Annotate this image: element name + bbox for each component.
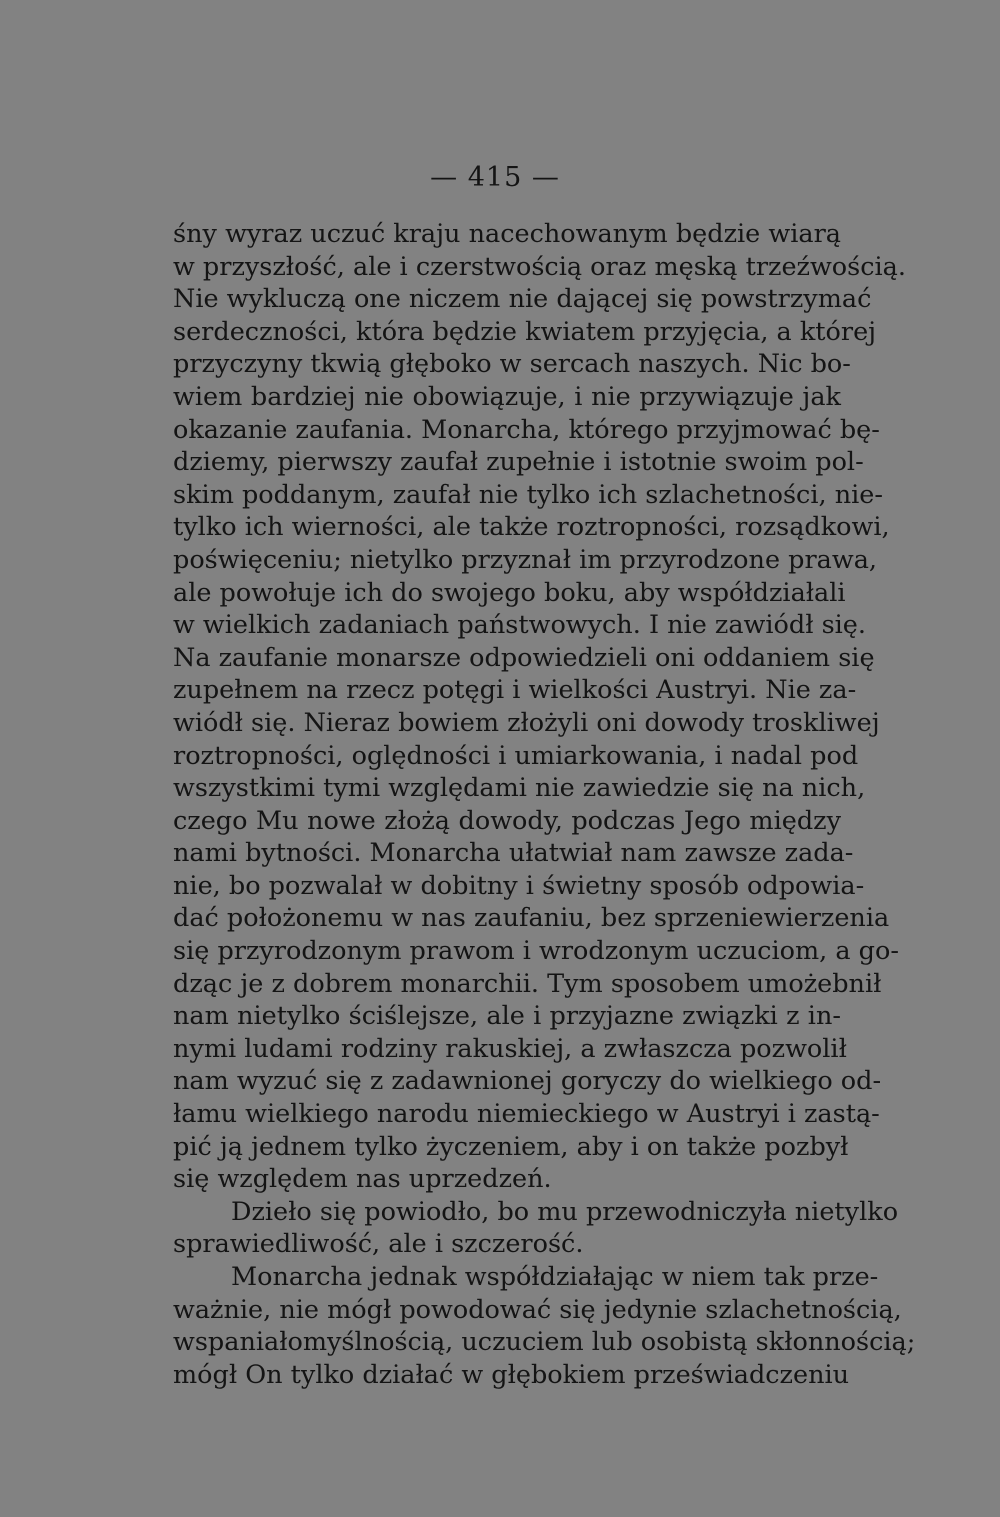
text-line: mógł On tylko działać w głębokiem przeświadczeniu bbox=[173, 1359, 850, 1390]
text-line: serdeczności, która będzie kwiatem przyjęcia, a której bbox=[173, 316, 877, 347]
text-line: nam nietylko ściślejsze, ale i przyjazne związki z in- bbox=[173, 1001, 841, 1032]
text-line: w przyszłość, ale i czerstwością oraz męską trzeźwością. bbox=[173, 251, 906, 282]
text-line: dziemy, pierwszy zaufał zupełnie i istotnie swoim pol- bbox=[173, 447, 864, 478]
text-line: nie, bo pozwalał w dobitny i świetny sposób odpowia- bbox=[173, 870, 865, 901]
text-line: zupełnem na rzecz potęgi i wielkości Austryi. Nie za- bbox=[173, 675, 857, 706]
text-line: nymi ludami rodziny rakuskiej, a zwłaszcza pozwolił bbox=[173, 1033, 847, 1064]
text-line: się względem nas uprzedzeń. bbox=[173, 1164, 552, 1195]
text-line: śny wyraz uczuć kraju nacechowanym będzie wiarą bbox=[173, 219, 841, 249]
text-line: wiem bardziej nie obowiązuje, i nie przywiązuje jak bbox=[173, 381, 841, 412]
text-line: wspaniałomyślnością, uczuciem lub osobistą skłonnością; bbox=[173, 1327, 916, 1358]
text-line: poświęceniu; nietylko przyznał im przyrodzone prawa, bbox=[173, 544, 878, 575]
text-line: wiódł się. Nieraz bowiem złożyli oni dowody troskliwej bbox=[173, 707, 880, 738]
text-line: tylko ich wierności, ale także roztropności, rozsądkowi, bbox=[173, 512, 890, 543]
body-text bbox=[173, 218, 916, 1391]
text-line: ważnie, nie mógł powodować się jedynie szlachetnością, bbox=[173, 1294, 902, 1325]
text-line: łamu wielkiego narodu niemieckiego w Austryi i zastą- bbox=[173, 1099, 880, 1130]
text-line: nami bytności. Monarcha ułatwiał nam zawsze zada- bbox=[173, 838, 854, 869]
text-line: nam wyzuć się z zadawnionej goryczy do wielkiego od- bbox=[173, 1066, 882, 1097]
text-line: Monarcha jednak współdziałając w niem tak prze- bbox=[231, 1262, 879, 1292]
text-line: pić ją jednem tylko życzeniem, aby i on także pozbył bbox=[173, 1131, 849, 1162]
text-line: wszystkimi tymi względami nie zawiedzie się na nich, bbox=[173, 773, 866, 804]
text-line: dząc je z dobrem monarchii. Tym sposobem umożebnił bbox=[173, 968, 882, 999]
text-line: roztropności, oględności i umiarkowania, i nadal pod bbox=[173, 740, 859, 771]
paragraph bbox=[173, 218, 906, 1196]
text-line: się przyrodzonym prawom i wrodzonym uczuciom, a go- bbox=[173, 936, 899, 967]
text-line: Na zaufanie monarsze odpowiedzieli oni oddaniem się bbox=[173, 642, 875, 673]
text-line: dać położonemu w nas zaufaniu, bez sprzeniewierzenia bbox=[173, 903, 890, 934]
paragraph bbox=[173, 1261, 916, 1391]
page-number: — 415 — bbox=[430, 162, 560, 193]
text-line: w wielkich zadaniach państwowych. I nie zawiódł się. bbox=[173, 610, 867, 641]
paragraph bbox=[173, 1196, 899, 1261]
text-line: sprawiedliwość, ale i szczerość. bbox=[173, 1229, 584, 1260]
text-line: Dzieło się powiodło, bo mu przewodniczyła nietylko bbox=[231, 1196, 899, 1227]
text-line: przyczyny tkwią głęboko w sercach naszych. Nic bo- bbox=[173, 349, 851, 380]
text-line: skim poddanym, zaufał nie tylko ich szlachetności, nie- bbox=[173, 479, 883, 510]
text-line: Nie wykluczą one niczem nie dającej się powstrzymać bbox=[173, 284, 872, 315]
text-line: okazanie zaufania. Monarcha, którego przyjmować bę- bbox=[173, 414, 880, 445]
text-line: czego Mu nowe złożą dowody, podczas Jego między bbox=[173, 805, 841, 836]
text-line: ale powołuje ich do swojego boku, aby współdziałali bbox=[173, 577, 846, 608]
